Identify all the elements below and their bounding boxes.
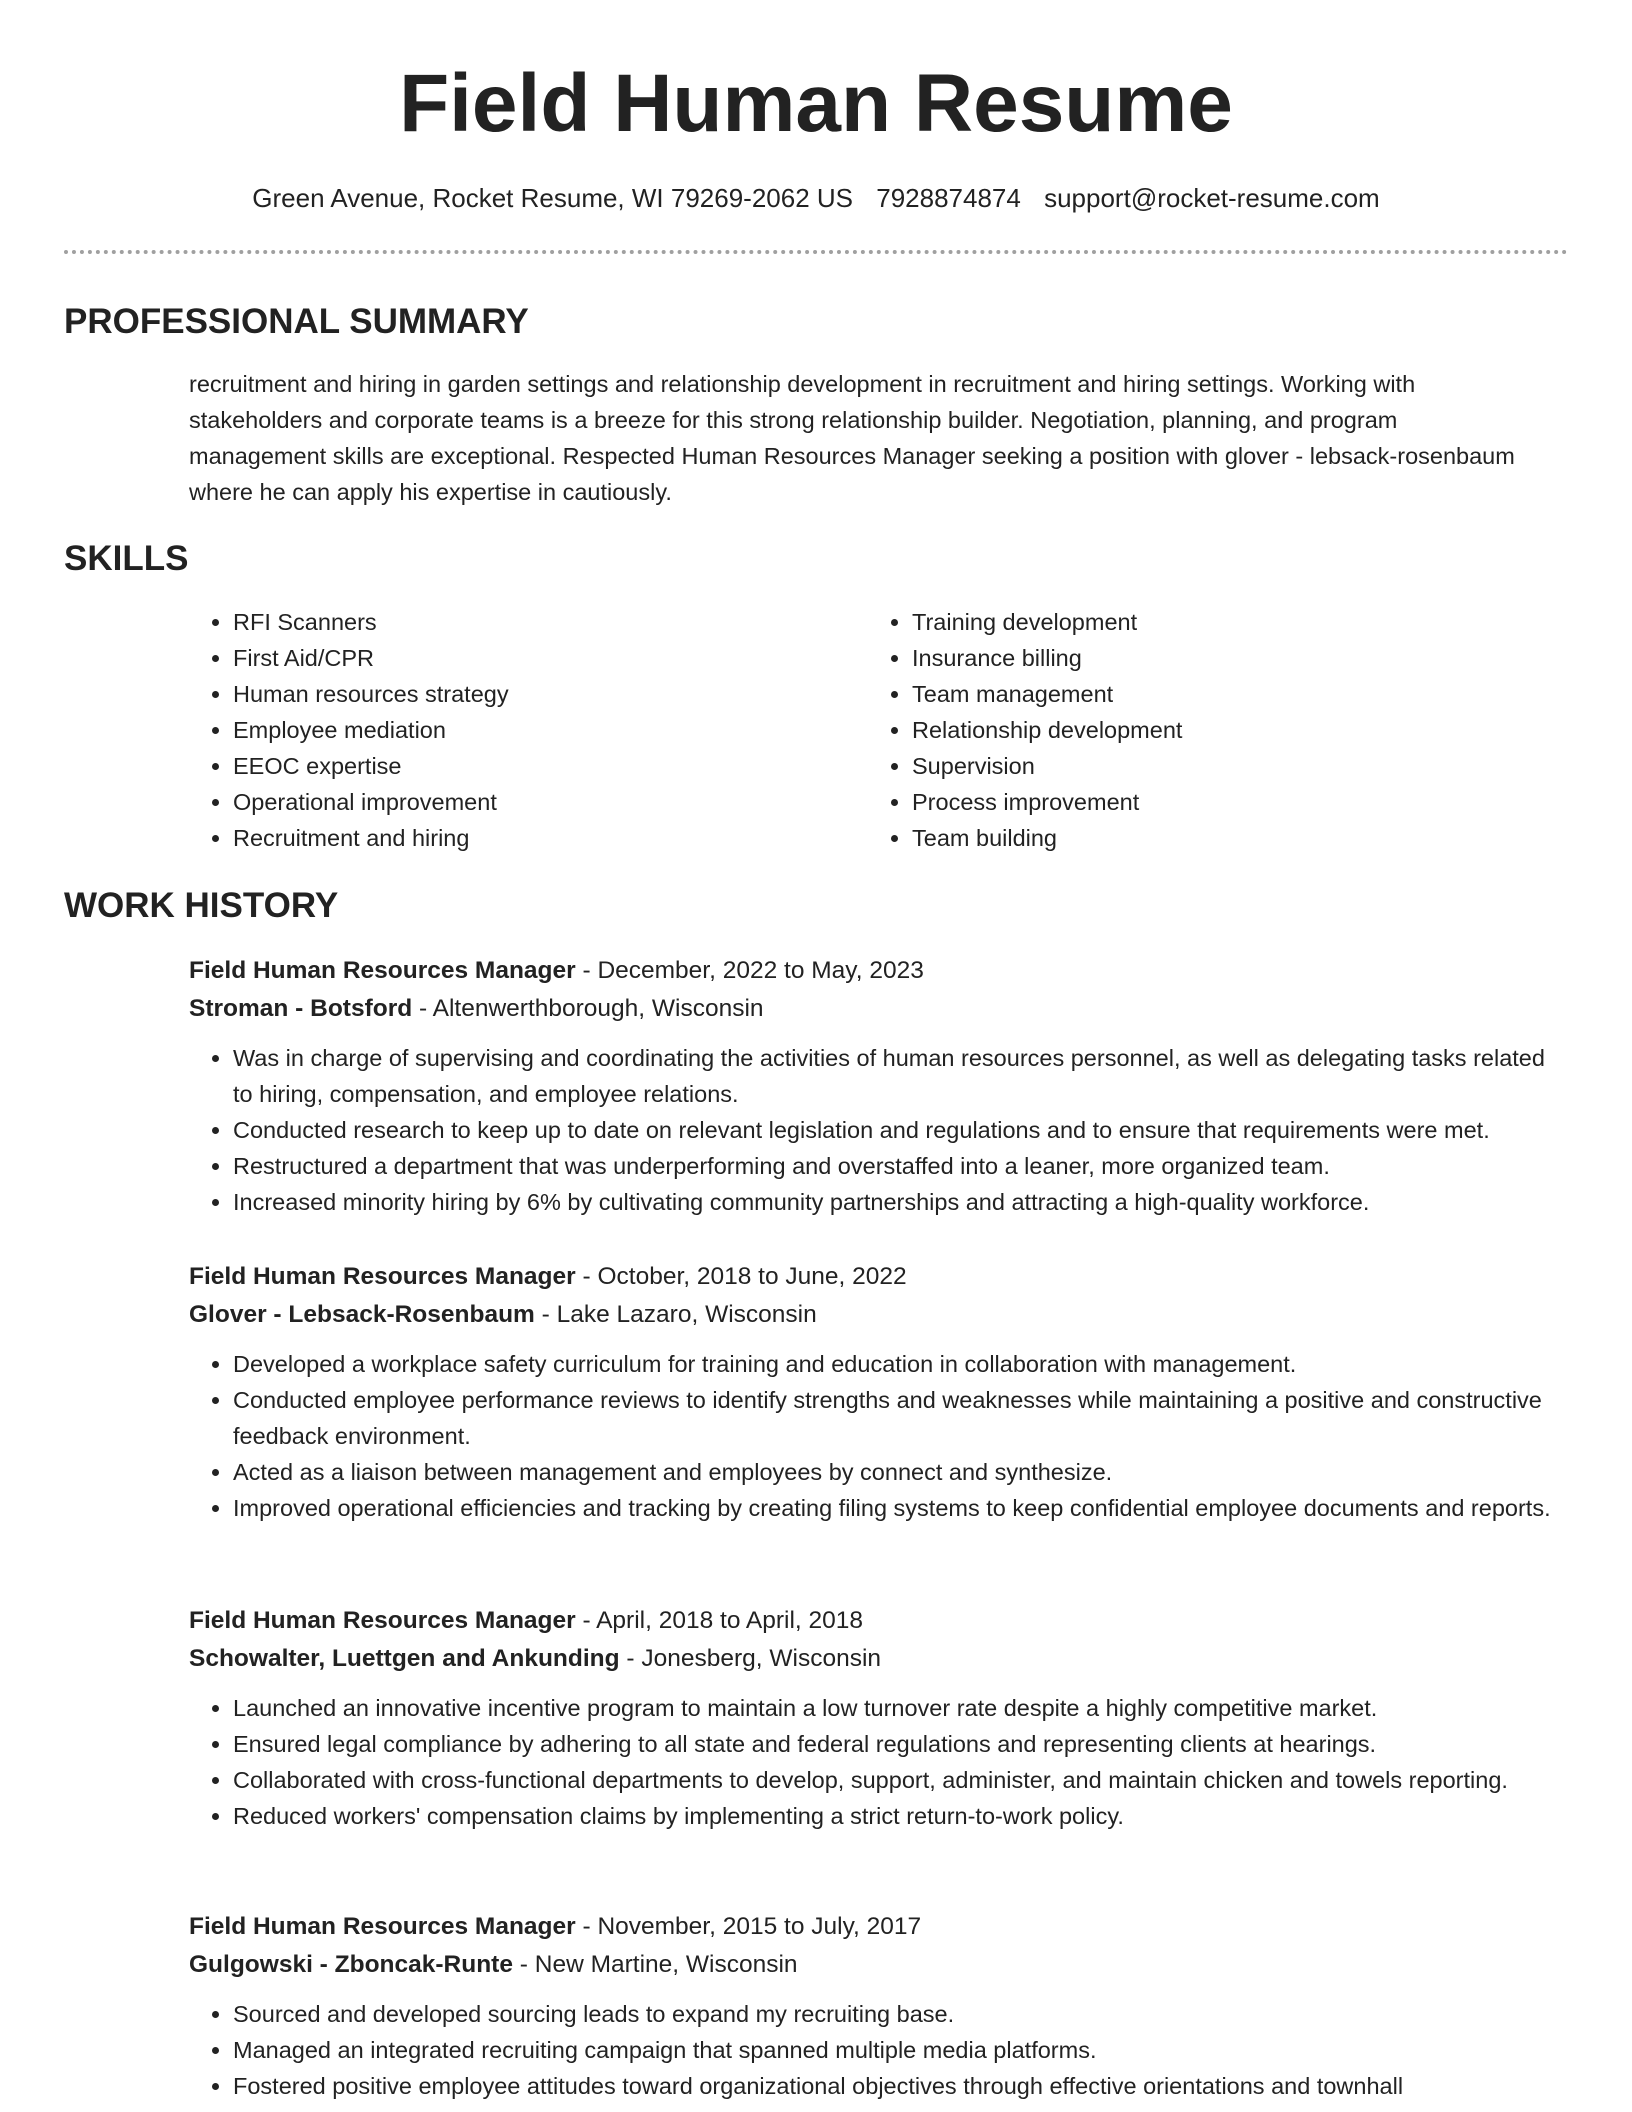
job-location: New Martine, Wisconsin <box>534 1951 798 1978</box>
job-bullets <box>189 1346 1569 1526</box>
resume-name: Field Human Resume <box>399 58 1233 149</box>
job-location: Altenwerthborough, Wisconsin <box>432 995 764 1022</box>
job-dates: April, 2018 to April, 2018 <box>596 1607 864 1634</box>
job-role: Field Human Resources Manager <box>189 1607 576 1634</box>
skill-item: • Employee mediation <box>233 712 793 748</box>
job-bullets <box>189 1996 1569 2104</box>
job-role: Field Human Resources Manager <box>189 1263 576 1290</box>
job-entry <box>189 1908 1569 2104</box>
header-divider <box>64 250 1568 254</box>
job-title-line <box>189 952 1569 990</box>
job-bullets <box>189 1690 1569 1834</box>
job-bullet: • Acted as a liaison between management and employees by connect and synthesize. <box>233 1454 1569 1490</box>
job-title-line <box>189 1258 1569 1296</box>
job-entry <box>189 1258 1569 1526</box>
skill-item: • Training development <box>912 604 1512 640</box>
skill-item: • First Aid/CPR <box>233 640 793 676</box>
job-bullet: • Ensured legal compliance by adhering to all state and federal regulations and representing clients at hearings. <box>233 1726 1569 1762</box>
job-bullet: • Collaborated with cross-functional departments to develop, support, administer, and maintain chicken and towels reporting. <box>233 1762 1569 1798</box>
contact-line <box>0 180 1632 216</box>
job-separator: - <box>412 995 433 1022</box>
job-separator: - <box>575 957 598 984</box>
skill-item: • Human resources strategy <box>233 676 793 712</box>
skills-title: SKILLS <box>64 539 189 578</box>
skill-item: • RFI Scanners <box>233 604 793 640</box>
job-bullet: • Conducted research to keep up to date on relevant legislation and regulations and to ensure that requirements were met. <box>233 1112 1569 1148</box>
job-dates: December, 2022 to May, 2023 <box>597 957 924 984</box>
job-separator: - <box>575 1913 598 1940</box>
job-title-line <box>189 1908 1569 1946</box>
job-bullet: • Reduced workers' compensation claims by implementing a strict return-to-work policy. <box>233 1798 1569 1834</box>
job-separator: - <box>575 1607 597 1634</box>
summary-text: recruitment and hiring in garden settings and relationship development in recruitment and hiring settings. Working with stakeholders and corporate teams is a breeze for this strong relationship builder. Negotiation, planning, and program management skills are exceptional. Respected Human Resources Manager seeking a position with glover - lebsack-rosenbaum where he can apply his expertise in cautiously. <box>189 371 1515 505</box>
job-role: Field Human Resources Manager <box>189 957 576 984</box>
job-entry <box>189 1602 1569 1834</box>
summary-title: PROFESSIONAL SUMMARY <box>64 302 529 341</box>
skill-item: • Process improvement <box>912 784 1512 820</box>
skill-item: • Recruitment and hiring <box>233 820 793 856</box>
job-dates: November, 2015 to July, 2017 <box>597 1913 922 1940</box>
job-location: Lake Lazaro, Wisconsin <box>556 1301 817 1328</box>
job-bullet: • Launched an innovative incentive program to maintain a low turnover rate despite a highly competitive market. <box>233 1690 1569 1726</box>
contact-email: support@rocket-resume.com <box>1044 183 1380 213</box>
job-company: Stroman - Botsford <box>189 995 413 1022</box>
job-bullet: • Was in charge of supervising and coordinating the activities of human resources personnel, as well as delegating tasks related to hiring, compensation, and employee relations. <box>233 1040 1569 1112</box>
job-separator: - <box>619 1645 642 1672</box>
skills-list-right <box>868 604 1512 856</box>
job-bullet: • Increased minority hiring by 6% by cultivating community partnerships and attracting a high-quality workforce. <box>233 1184 1569 1220</box>
job-company: Gulgowski - Zboncak-Runte <box>189 1951 513 1978</box>
skill-item: • Team building <box>912 820 1512 856</box>
job-bullet: • Restructured a department that was underperforming and overstaffed into a leaner, more organized team. <box>233 1148 1569 1184</box>
job-bullet: • Fostered positive employee attitudes toward organizational objectives through effective orientations and townhall <box>233 2068 1569 2104</box>
job-company-line <box>189 990 1569 1028</box>
job-dates: October, 2018 to June, 2022 <box>597 1263 907 1290</box>
skill-item: • EEOC expertise <box>233 748 793 784</box>
job-bullets <box>189 1040 1569 1220</box>
job-bullet: • Developed a workplace safety curriculum for training and education in collaboration with management. <box>233 1346 1569 1382</box>
job-company-line <box>189 1946 1569 1984</box>
skill-item: • Team management <box>912 676 1512 712</box>
job-bullet: • Conducted employee performance reviews to identify strengths and weaknesses while maintaining a positive and constructive feedback environment. <box>233 1382 1569 1454</box>
skill-item: • Operational improvement <box>233 784 793 820</box>
job-separator: - <box>512 1951 535 1978</box>
job-title-line <box>189 1602 1569 1640</box>
job-location: Jonesberg, Wisconsin <box>641 1645 882 1672</box>
skills-list-left <box>189 604 793 856</box>
job-bullet: • Sourced and developed sourcing leads to expand my recruiting base. <box>233 1996 1569 2032</box>
contact-phone: 7928874874 <box>876 183 1021 213</box>
job-entry <box>189 952 1569 1220</box>
job-company-line <box>189 1296 1569 1334</box>
job-company: Glover - Lebsack-Rosenbaum <box>189 1301 535 1328</box>
job-separator: - <box>575 1263 598 1290</box>
job-bullet: • Improved operational efficiencies and tracking by creating filing systems to keep confidential employee documents and reports. <box>233 1490 1569 1526</box>
skill-item: • Relationship development <box>912 712 1512 748</box>
job-company: Schowalter, Luettgen and Ankunding <box>189 1645 620 1672</box>
job-bullet: • Managed an integrated recruiting campaign that spanned multiple media platforms. <box>233 2032 1569 2068</box>
skill-item: • Supervision <box>912 748 1512 784</box>
skill-item: • Insurance billing <box>912 640 1512 676</box>
job-separator: - <box>534 1301 557 1328</box>
contact-address: Green Avenue, Rocket Resume, WI 79269-2062 US <box>252 183 854 213</box>
job-company-line <box>189 1640 1569 1678</box>
work-history-title: WORK HISTORY <box>64 886 339 925</box>
job-role: Field Human Resources Manager <box>189 1913 576 1940</box>
